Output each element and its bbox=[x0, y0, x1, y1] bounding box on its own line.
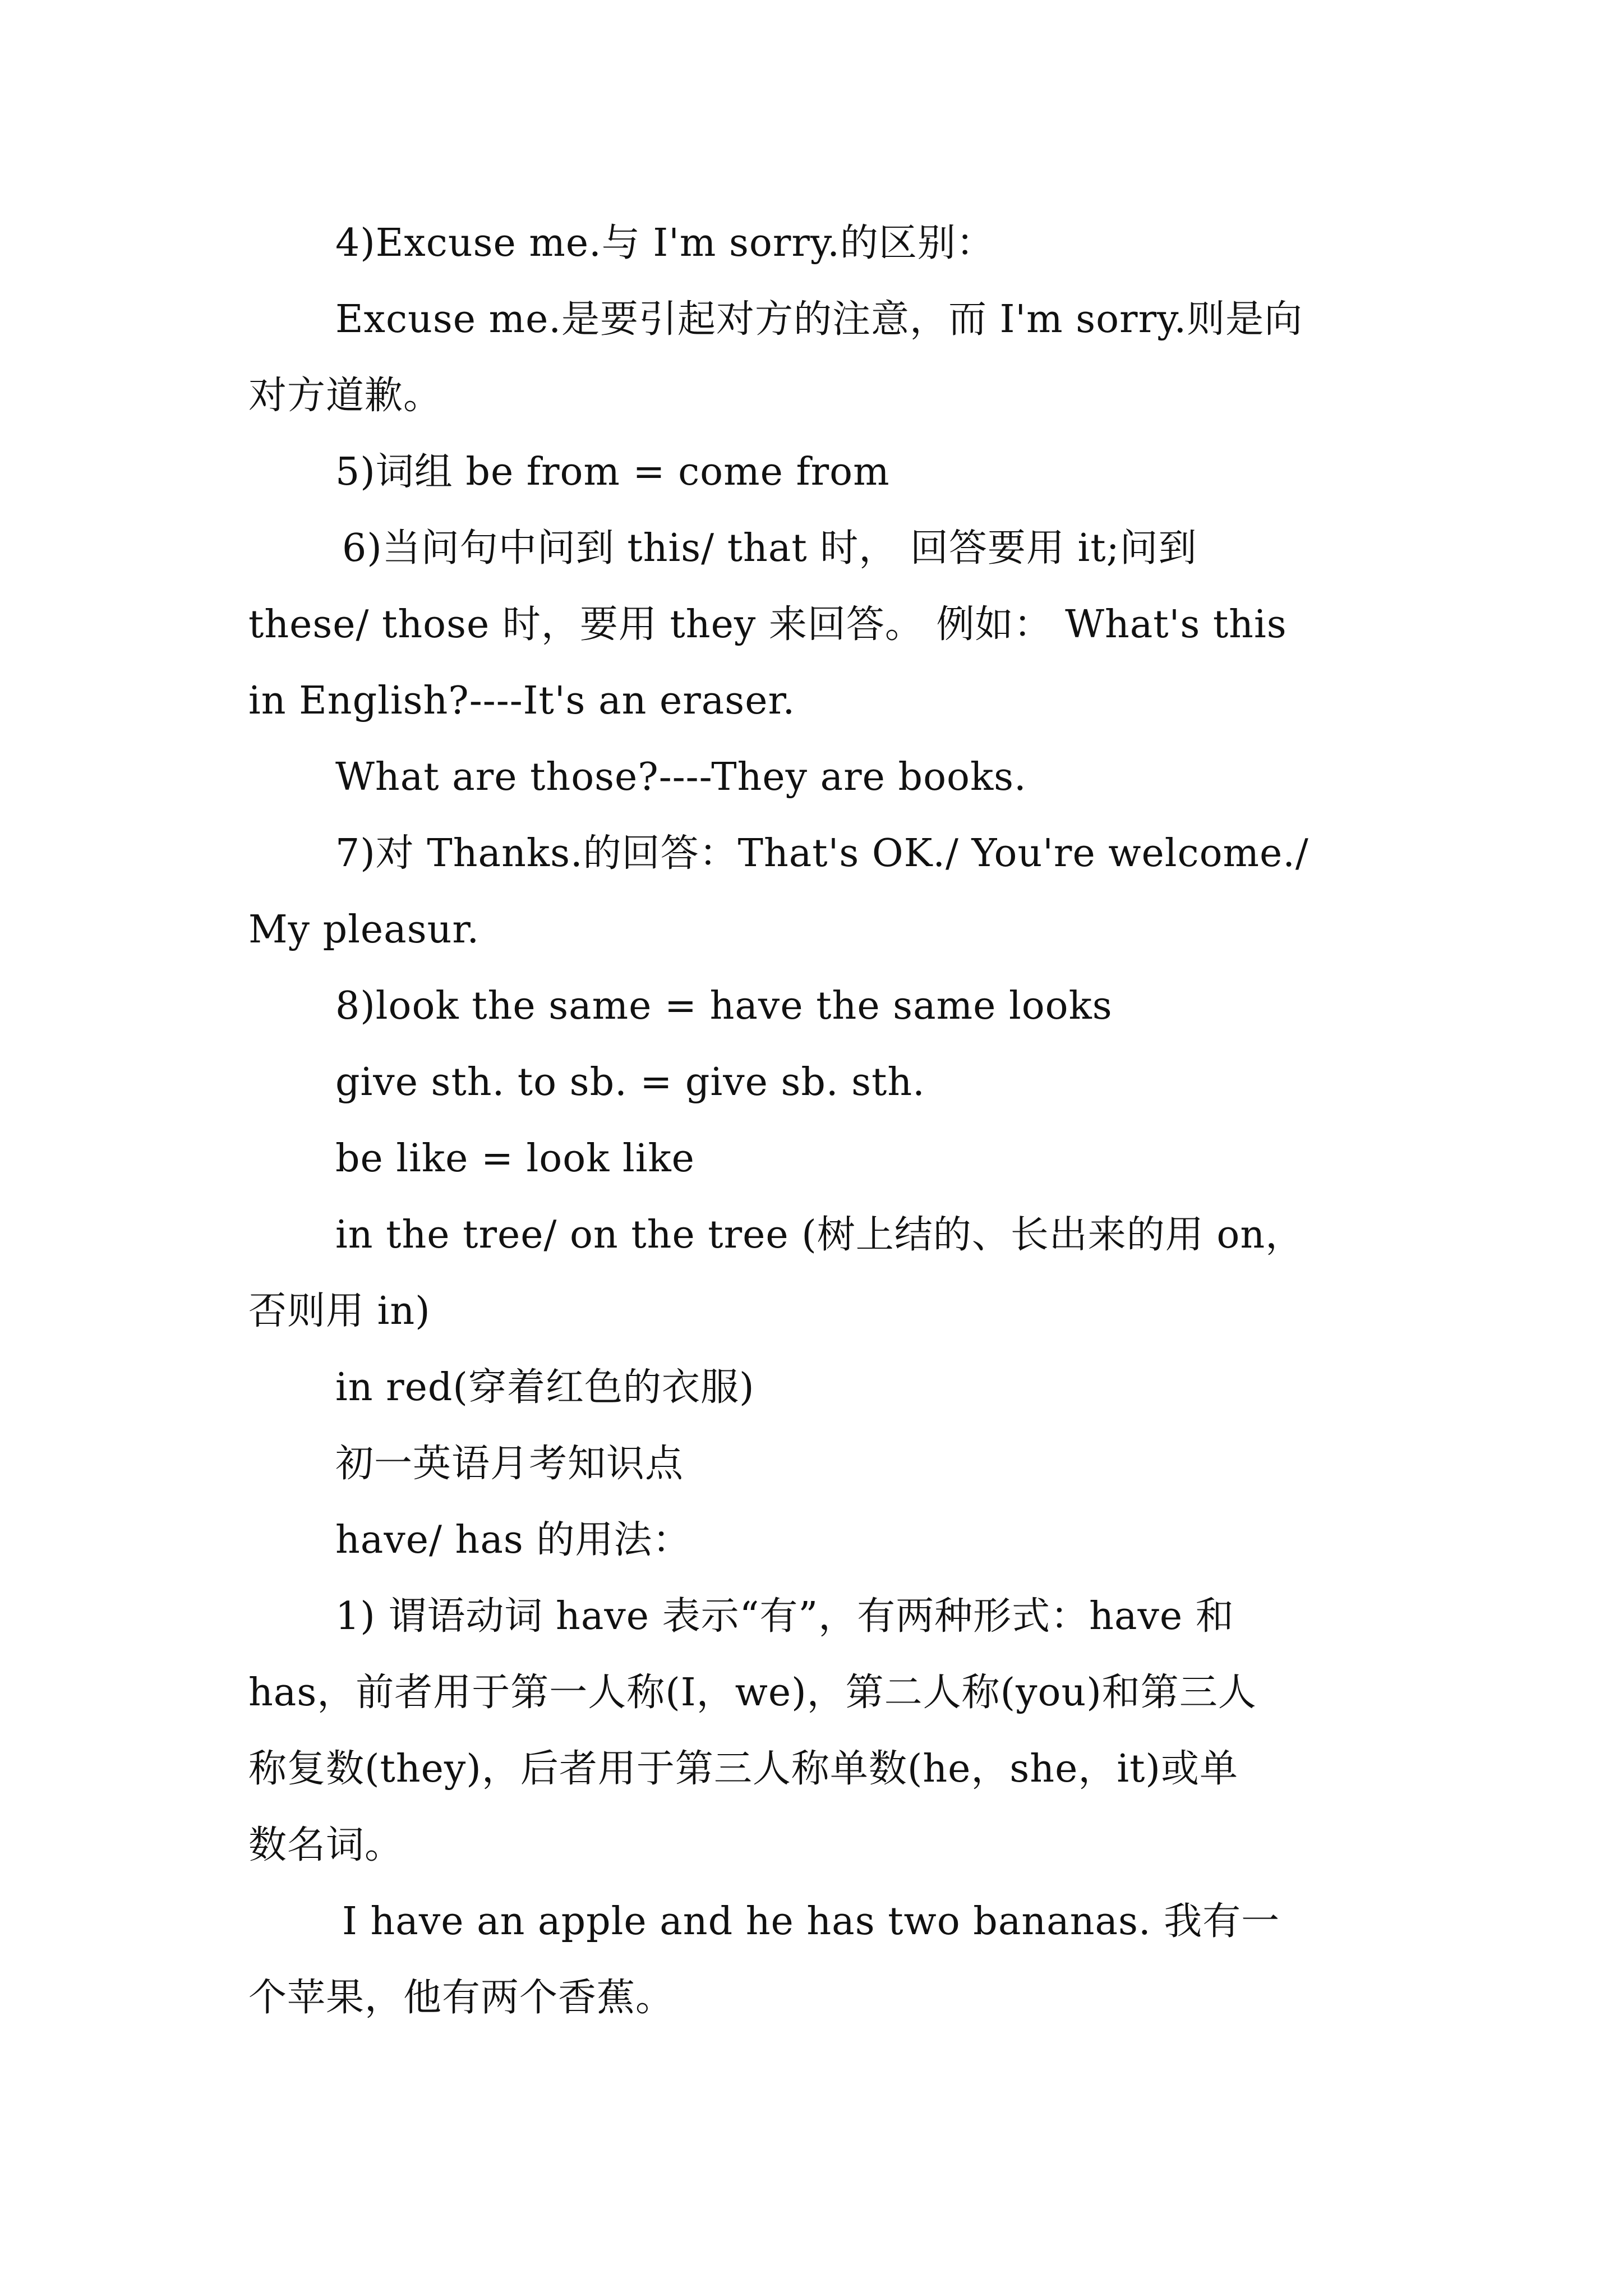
text-line-1: 4)Excuse me.与 I'm sorry.的区别： bbox=[335, 221, 995, 265]
text-line-4: 5)词组 be from = come from bbox=[335, 450, 890, 494]
text-line-23: I have an apple and he has two bananas. 我有一 bbox=[342, 1899, 1280, 1944]
text-line-9: 7)对 Thanks.的回答：That's OK./ You're welcome./ bbox=[335, 831, 1309, 876]
text-line-21: 称复数(they)，后者用于第三人称单数(he，she，it)或单 bbox=[248, 1747, 1238, 1791]
text-line-8: What are those?----They are books. bbox=[335, 755, 1027, 799]
text-line-15: 否则用 in) bbox=[248, 1289, 431, 1333]
text-line-10: My pleasur. bbox=[248, 908, 480, 952]
text-line-20: has，前者用于第一人称(I，we)，第二人称(you)和第三人 bbox=[248, 1671, 1257, 1715]
text-line-5: 6)当问句中问到 this/ that 时， 回答要用 it;问到 bbox=[342, 526, 1197, 570]
text-line-13: be like = look like bbox=[335, 1137, 695, 1181]
text-line-6: these/ those 时，要用 they 来回答。 例如： What's this bbox=[248, 602, 1287, 647]
text-line-3: 对方道歉。 bbox=[248, 374, 442, 418]
text-line-19: 1) 谓语动词 have 表示“有”，有两种形式：have 和 bbox=[335, 1594, 1234, 1639]
text-line-22: 数名词。 bbox=[248, 1823, 404, 1867]
text-line-16: in red(穿着红色的衣服) bbox=[335, 1365, 755, 1410]
text-line-2: Excuse me.是要引起对方的注意，而 I'm sorry.则是向 bbox=[335, 297, 1303, 342]
text-line-24: 个苹果，他有两个香蕉。 bbox=[248, 1976, 675, 2020]
section-heading: 初一英语月考知识点 bbox=[335, 1442, 684, 1486]
text-line-7: in English?----It's an eraser. bbox=[248, 679, 796, 723]
text-line-11: 8)look the same = have the same looks bbox=[335, 984, 1113, 1028]
text-line-12: give sth. to sb. = give sb. sth. bbox=[335, 1060, 925, 1105]
text-line-14: in the tree/ on the tree (树上结的、长出来的用 on， bbox=[335, 1213, 1304, 1257]
text-line-18: have/ has 的用法： bbox=[335, 1518, 691, 1562]
